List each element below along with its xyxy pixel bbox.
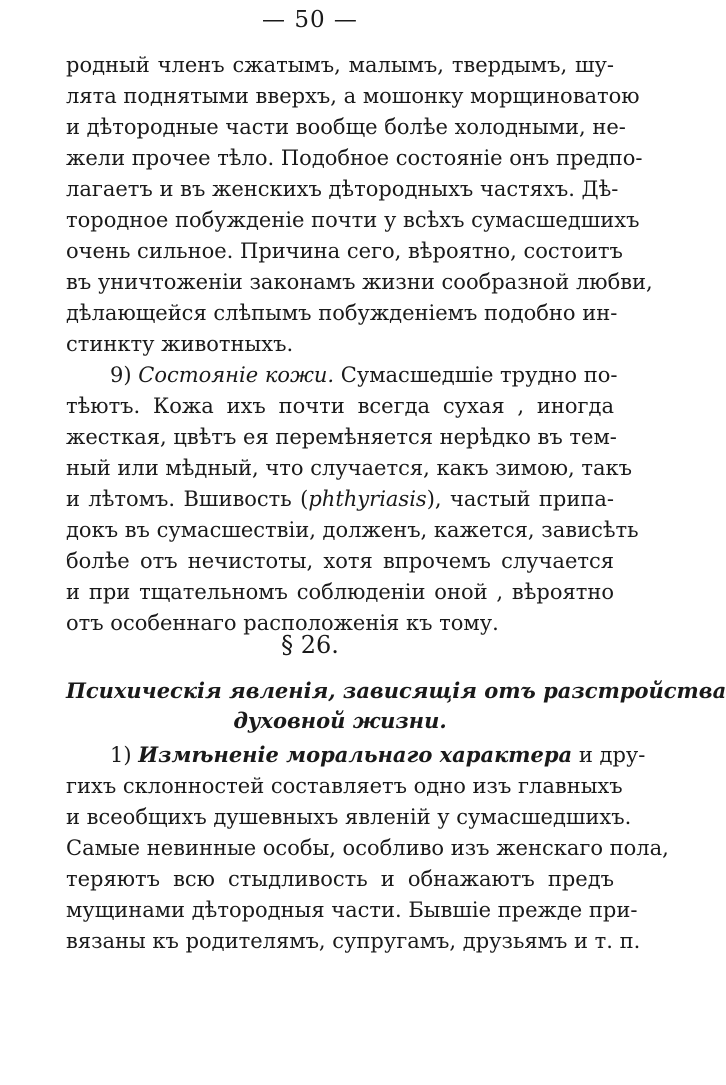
text-line: стинкту животныхъ. bbox=[66, 332, 294, 356]
text-line: гихъ склонностей составляетъ одно изъ главныхъ bbox=[66, 774, 623, 798]
text-line: мущинами дѣтородныя части. Бывшіе прежде при- bbox=[66, 898, 638, 922]
text-line: отъ особеннаго расположенія къ тому. bbox=[66, 611, 499, 635]
text-line: жели прочее тѣло. Подобное состояніе онъ предпо- bbox=[66, 146, 643, 170]
paragraph-first-line bbox=[110, 360, 618, 390]
text-line-with-term bbox=[66, 484, 614, 514]
item-title: Измѣненіе моральнаго характера bbox=[138, 742, 573, 767]
section-heading: Психическія явленія, зависящія отъ разстройства bbox=[66, 678, 726, 703]
text-run: Сумасшедшіе трудно по- bbox=[340, 363, 618, 387]
text-line: очень сильное. Причина сего, вѣроятно, состоитъ bbox=[66, 239, 623, 263]
item-number: 1) bbox=[110, 743, 132, 767]
text-line: жесткая, цвѣтъ ея перемѣняется нерѣдко въ тем- bbox=[66, 425, 617, 449]
page-number: — 50 — bbox=[262, 7, 358, 33]
text-line: и всеобщихъ душевныхъ явленій у сумасшедшихъ. bbox=[66, 805, 632, 829]
text-line: тородное побужденіе почти у всѣхъ сумасшедшихъ bbox=[66, 208, 640, 232]
item-title: Состояніе кожи. bbox=[138, 363, 335, 387]
text-line: въ уничтоженіи законамъ жизни сообразной любви, bbox=[66, 270, 653, 294]
text-run: ), частый припа- bbox=[426, 487, 614, 511]
text-line: дѣлающейся слѣпымъ побужденіемъ подобно ин- bbox=[66, 301, 618, 325]
text-line: ный или мѣдный, что случается, какъ зимою, такъ bbox=[66, 456, 632, 480]
section-heading-continued: духовной жизни. bbox=[233, 708, 447, 733]
text-line: лята поднятыми вверхъ, а мошонку морщиноватою bbox=[66, 84, 640, 108]
text-line: Самые невинные особы, особливо изъ женскаго пола, bbox=[66, 836, 669, 860]
text-line: лагаетъ и въ женскихъ дѣтородныхъ частяхъ. Дѣ- bbox=[66, 177, 619, 201]
item-number: 9) bbox=[110, 363, 132, 387]
text-run: и лѣтомъ. Вшивость ( bbox=[66, 487, 309, 511]
text-line: докъ въ сумасшествіи, долженъ, кажется, зависѣть bbox=[66, 518, 639, 542]
text-line: родный членъ сжатымъ, малымъ, твердымъ, шу- bbox=[66, 53, 614, 77]
text-line: вязаны къ родителямъ, супругамъ, друзьямъ и т. п. bbox=[66, 929, 641, 953]
text-line: тѣютъ. Кожа ихъ почти всегда сухая , иногда bbox=[66, 394, 614, 418]
text-run: и дру- bbox=[578, 743, 646, 767]
text-line: и дѣтородные части вообще болѣе холодными, не- bbox=[66, 115, 626, 139]
paragraph-first-line bbox=[110, 740, 646, 770]
section-number: § 26. bbox=[281, 631, 339, 659]
text-line: болѣе отъ нечистоты, хотя впрочемъ случается bbox=[66, 549, 614, 573]
latin-term: phthyriasis bbox=[308, 487, 427, 511]
text-line: и при тщательномъ соблюденіи оной , вѣроятно bbox=[66, 580, 614, 604]
text-line: теряютъ всю стыдливость и обнажаютъ предъ bbox=[66, 867, 614, 891]
